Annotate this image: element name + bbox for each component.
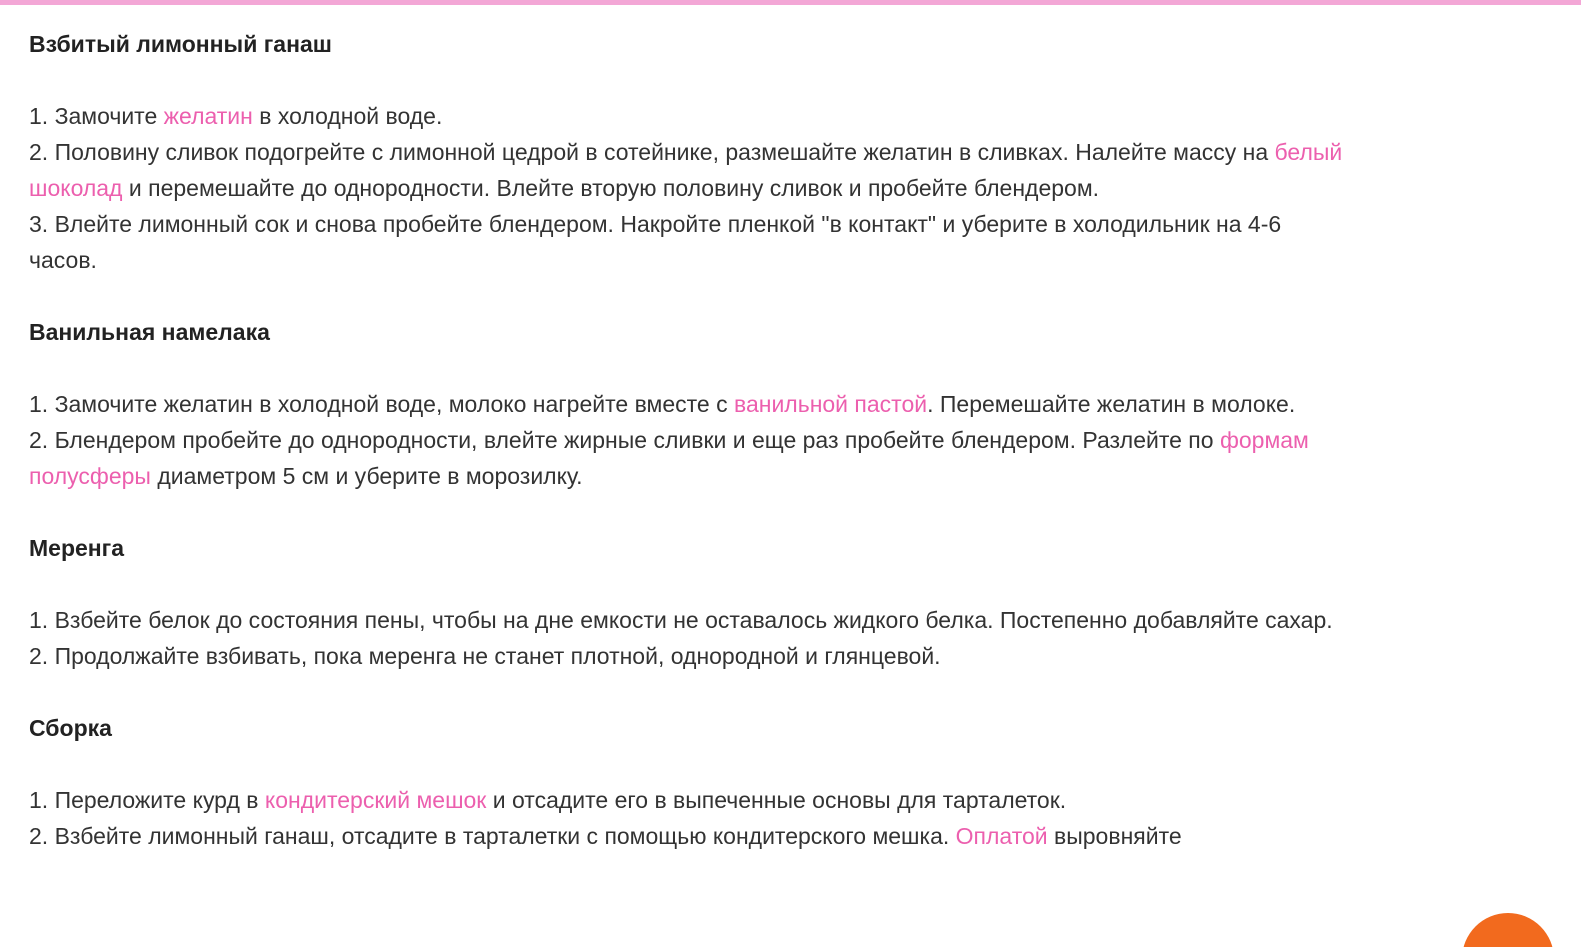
section-title: Меренга [29, 535, 125, 561]
recipe-content [29, 26, 1349, 890]
step-item: 1. Замочите желатин в холодной воде. [29, 103, 443, 129]
section-meringue [29, 530, 1349, 674]
step-item: 1. Взбейте белок до состояния пены, чтобы на дне емкости не оставалось жидкого белка. Постепенно добавляйте сахар. [29, 607, 1333, 633]
section-assembly [29, 710, 1349, 854]
steps-list [29, 602, 1349, 674]
link-hemisphere-molds[interactable]: формам полусферы [29, 427, 1309, 489]
section-title: Ванильная намелака [29, 319, 270, 345]
steps-list [29, 98, 1349, 278]
link-vanilla-paste[interactable]: ванильной пастой [733, 391, 928, 417]
link-gelatin[interactable]: желатин [163, 103, 253, 129]
section-title: Взбитый лимонный ганаш [29, 31, 332, 57]
top-accent-bar [0, 0, 1581, 5]
step-item: 3. Влейте лимонный сок и снова пробейте блендером. Накройте пленкой "в контакт" и уберите в холодильник на 4-6 часов. [29, 211, 1282, 273]
step-item: 2. Блендером пробейте до однородности, влейте жирные сливки и еще раз пробейте блендером. Разлейте по формам полусферы диаметром 5 см и уберите в морозилку. [29, 427, 1309, 489]
step-item: 1. Переложите курд в кондитерский мешок и отсадите его в выпеченные основы для тарталеток. [29, 787, 1067, 813]
steps-list [29, 386, 1349, 494]
step-item: 2. Половину сливок подогрейте с лимонной цедрой в сотейнике, размешайте желатин в сливках. Налейте массу на белый шоколад и перемешайте до однородности. Влейте вторую половину сливок и пробейте блендером. [29, 139, 1343, 201]
step-item: 2. Взбейте лимонный ганаш, отсадите в тарталетки с помощью кондитерского мешка. Оплатой выровняйте [29, 823, 1182, 849]
section-vanilla-namelaka [29, 314, 1349, 494]
link-white-chocolate[interactable]: белый шоколад [29, 139, 1343, 201]
section-whipped-lemon-ganache [29, 26, 1349, 278]
step-item: 2. Продолжайте взбивать, пока меренга не станет плотной, однородной и глянцевой. [29, 643, 941, 669]
steps-list [29, 782, 1349, 854]
step-item: 1. Замочите желатин в холодной воде, молоко нагрейте вместе с ванильной пастой. Перемешайте желатин в молоке. [29, 391, 1296, 417]
floating-action-button[interactable] [1462, 913, 1554, 947]
section-title: Сборка [29, 715, 112, 741]
link-spatula[interactable]: Оплатой [955, 823, 1048, 849]
link-piping-bag[interactable]: кондитерский мешок [264, 787, 487, 813]
